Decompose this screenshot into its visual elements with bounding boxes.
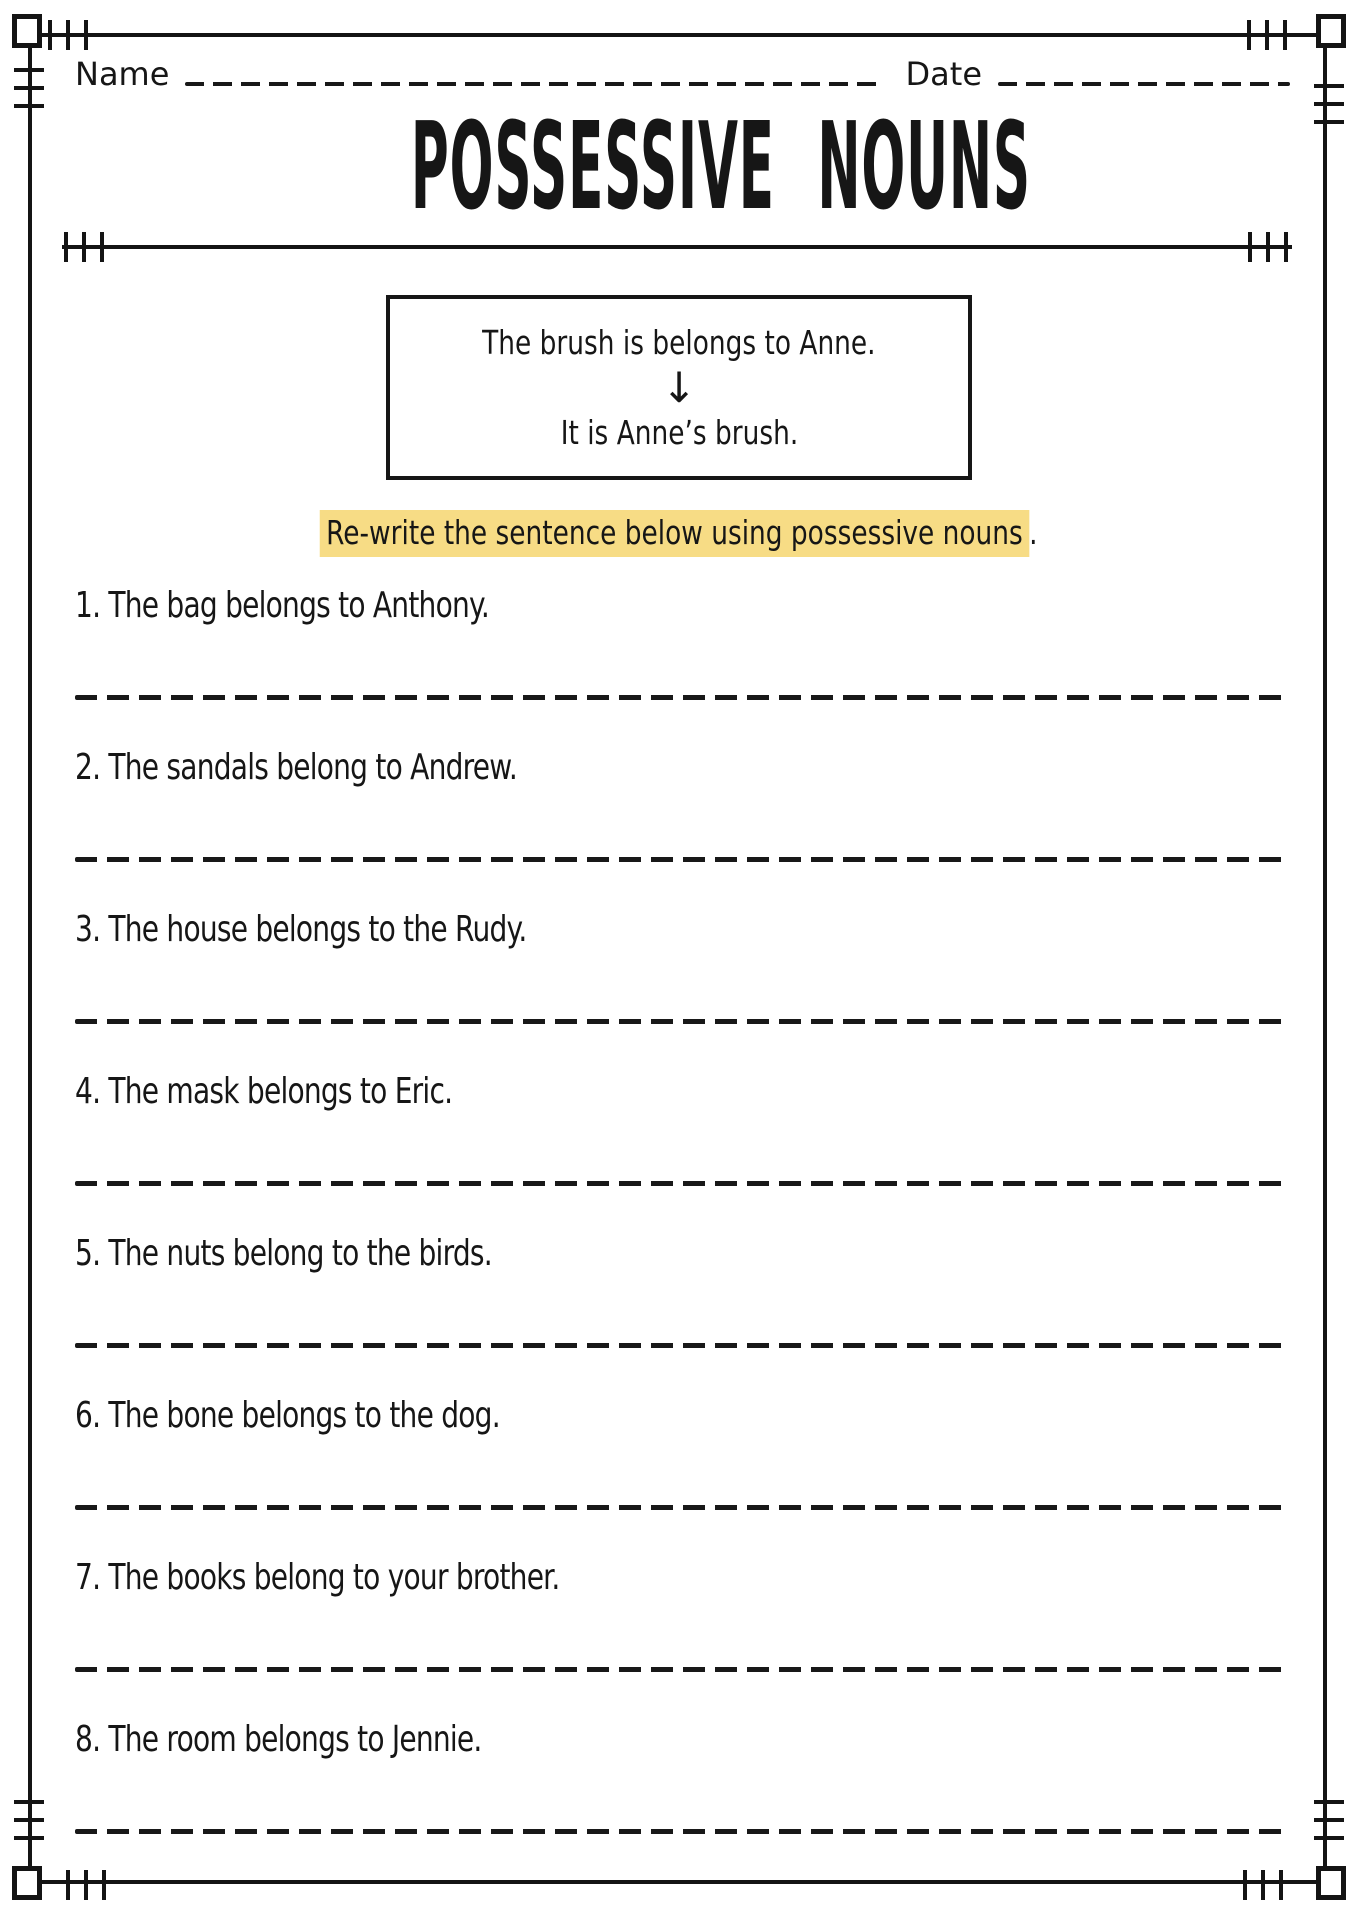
- answer-blank-line[interactable]: [75, 1181, 1290, 1186]
- header-row: [75, 56, 1290, 93]
- example-original-sentence: The brush is belongs to Anne.: [482, 323, 876, 363]
- hatch-marks-bottom-right: [1243, 1870, 1283, 1900]
- answer-blank-line[interactable]: [75, 857, 1290, 862]
- hatch-marks-divider-right: [1248, 232, 1288, 262]
- instruction-line: [0, 512, 1358, 555]
- example-possessive-sentence: It is Anne’s brush.: [560, 412, 798, 452]
- question-sentence: The bag belongs to Anthony.: [108, 585, 489, 626]
- hatch-marks-bottom-left: [66, 1870, 106, 1900]
- instruction-highlighted-text: Re-write the sentence below using possessive nouns: [320, 510, 1029, 557]
- hatch-marks-right-bottom: [1314, 1800, 1344, 1840]
- question-item: [75, 1718, 596, 1761]
- hatch-marks-left-bottom: [14, 1800, 44, 1840]
- corner-square-bottom-left: [12, 1866, 42, 1900]
- title-wrap: [0, 98, 1358, 237]
- title-divider-line: [62, 245, 1292, 249]
- frame-top-line: [28, 33, 1329, 37]
- question-sentence: The bone belongs to the dog.: [108, 1395, 500, 1436]
- question-item: [75, 1556, 696, 1599]
- question-number: 5.: [75, 1233, 101, 1274]
- date-label: Date: [905, 55, 982, 93]
- worksheet-title: POSSESSIVE NOUNS: [410, 98, 1031, 237]
- question-number: 4.: [75, 1071, 101, 1112]
- question-sentence: The room belongs to Jennie.: [108, 1719, 482, 1760]
- example-box: [386, 295, 972, 480]
- question-sentence: The mask belongs to Eric.: [108, 1071, 453, 1112]
- answer-blank-line[interactable]: [75, 1829, 1290, 1834]
- question-number: 8.: [75, 1719, 101, 1760]
- question-number: 6.: [75, 1395, 101, 1436]
- question-sentence: The house belongs to the Rudy.: [108, 909, 527, 950]
- name-blank-line[interactable]: [185, 82, 877, 86]
- date-blank-line[interactable]: [998, 82, 1290, 86]
- question-number: 2.: [75, 747, 101, 788]
- answer-blank-line[interactable]: [75, 1667, 1290, 1672]
- answer-blank-line[interactable]: [75, 695, 1290, 700]
- answer-blank-line[interactable]: [75, 1343, 1290, 1348]
- question-item: [75, 746, 642, 789]
- hatch-marks-left-top: [14, 68, 44, 108]
- name-label: Name: [75, 55, 170, 93]
- frame-bottom-line: [28, 1880, 1329, 1884]
- question-number: 1.: [75, 585, 101, 626]
- question-number: 3.: [75, 909, 101, 950]
- hatch-marks-top-right: [1247, 20, 1287, 50]
- question-item: [75, 1232, 609, 1275]
- question-item: [75, 1394, 620, 1437]
- hatch-marks-top-left: [48, 20, 88, 50]
- corner-square-top-right: [1316, 14, 1346, 48]
- arrow-down-icon: ↓: [661, 362, 697, 412]
- question-item: [75, 1070, 559, 1113]
- answer-blank-line[interactable]: [75, 1019, 1290, 1024]
- frame-left-line: [28, 33, 32, 1884]
- question-sentence: The nuts belong to the birds.: [108, 1233, 492, 1274]
- frame-right-line: [1323, 33, 1327, 1884]
- answer-blank-line[interactable]: [75, 1505, 1290, 1510]
- question-sentence: The sandals belong to Andrew.: [108, 747, 518, 788]
- instruction-suffix: .: [1029, 513, 1038, 552]
- question-item: [75, 908, 654, 951]
- question-sentence: The books belong to your brother.: [108, 1557, 560, 1598]
- hatch-marks-divider-left: [64, 232, 104, 262]
- corner-square-top-left: [12, 14, 42, 48]
- question-number: 7.: [75, 1557, 101, 1598]
- corner-square-bottom-right: [1316, 1866, 1346, 1900]
- question-item: [75, 584, 606, 627]
